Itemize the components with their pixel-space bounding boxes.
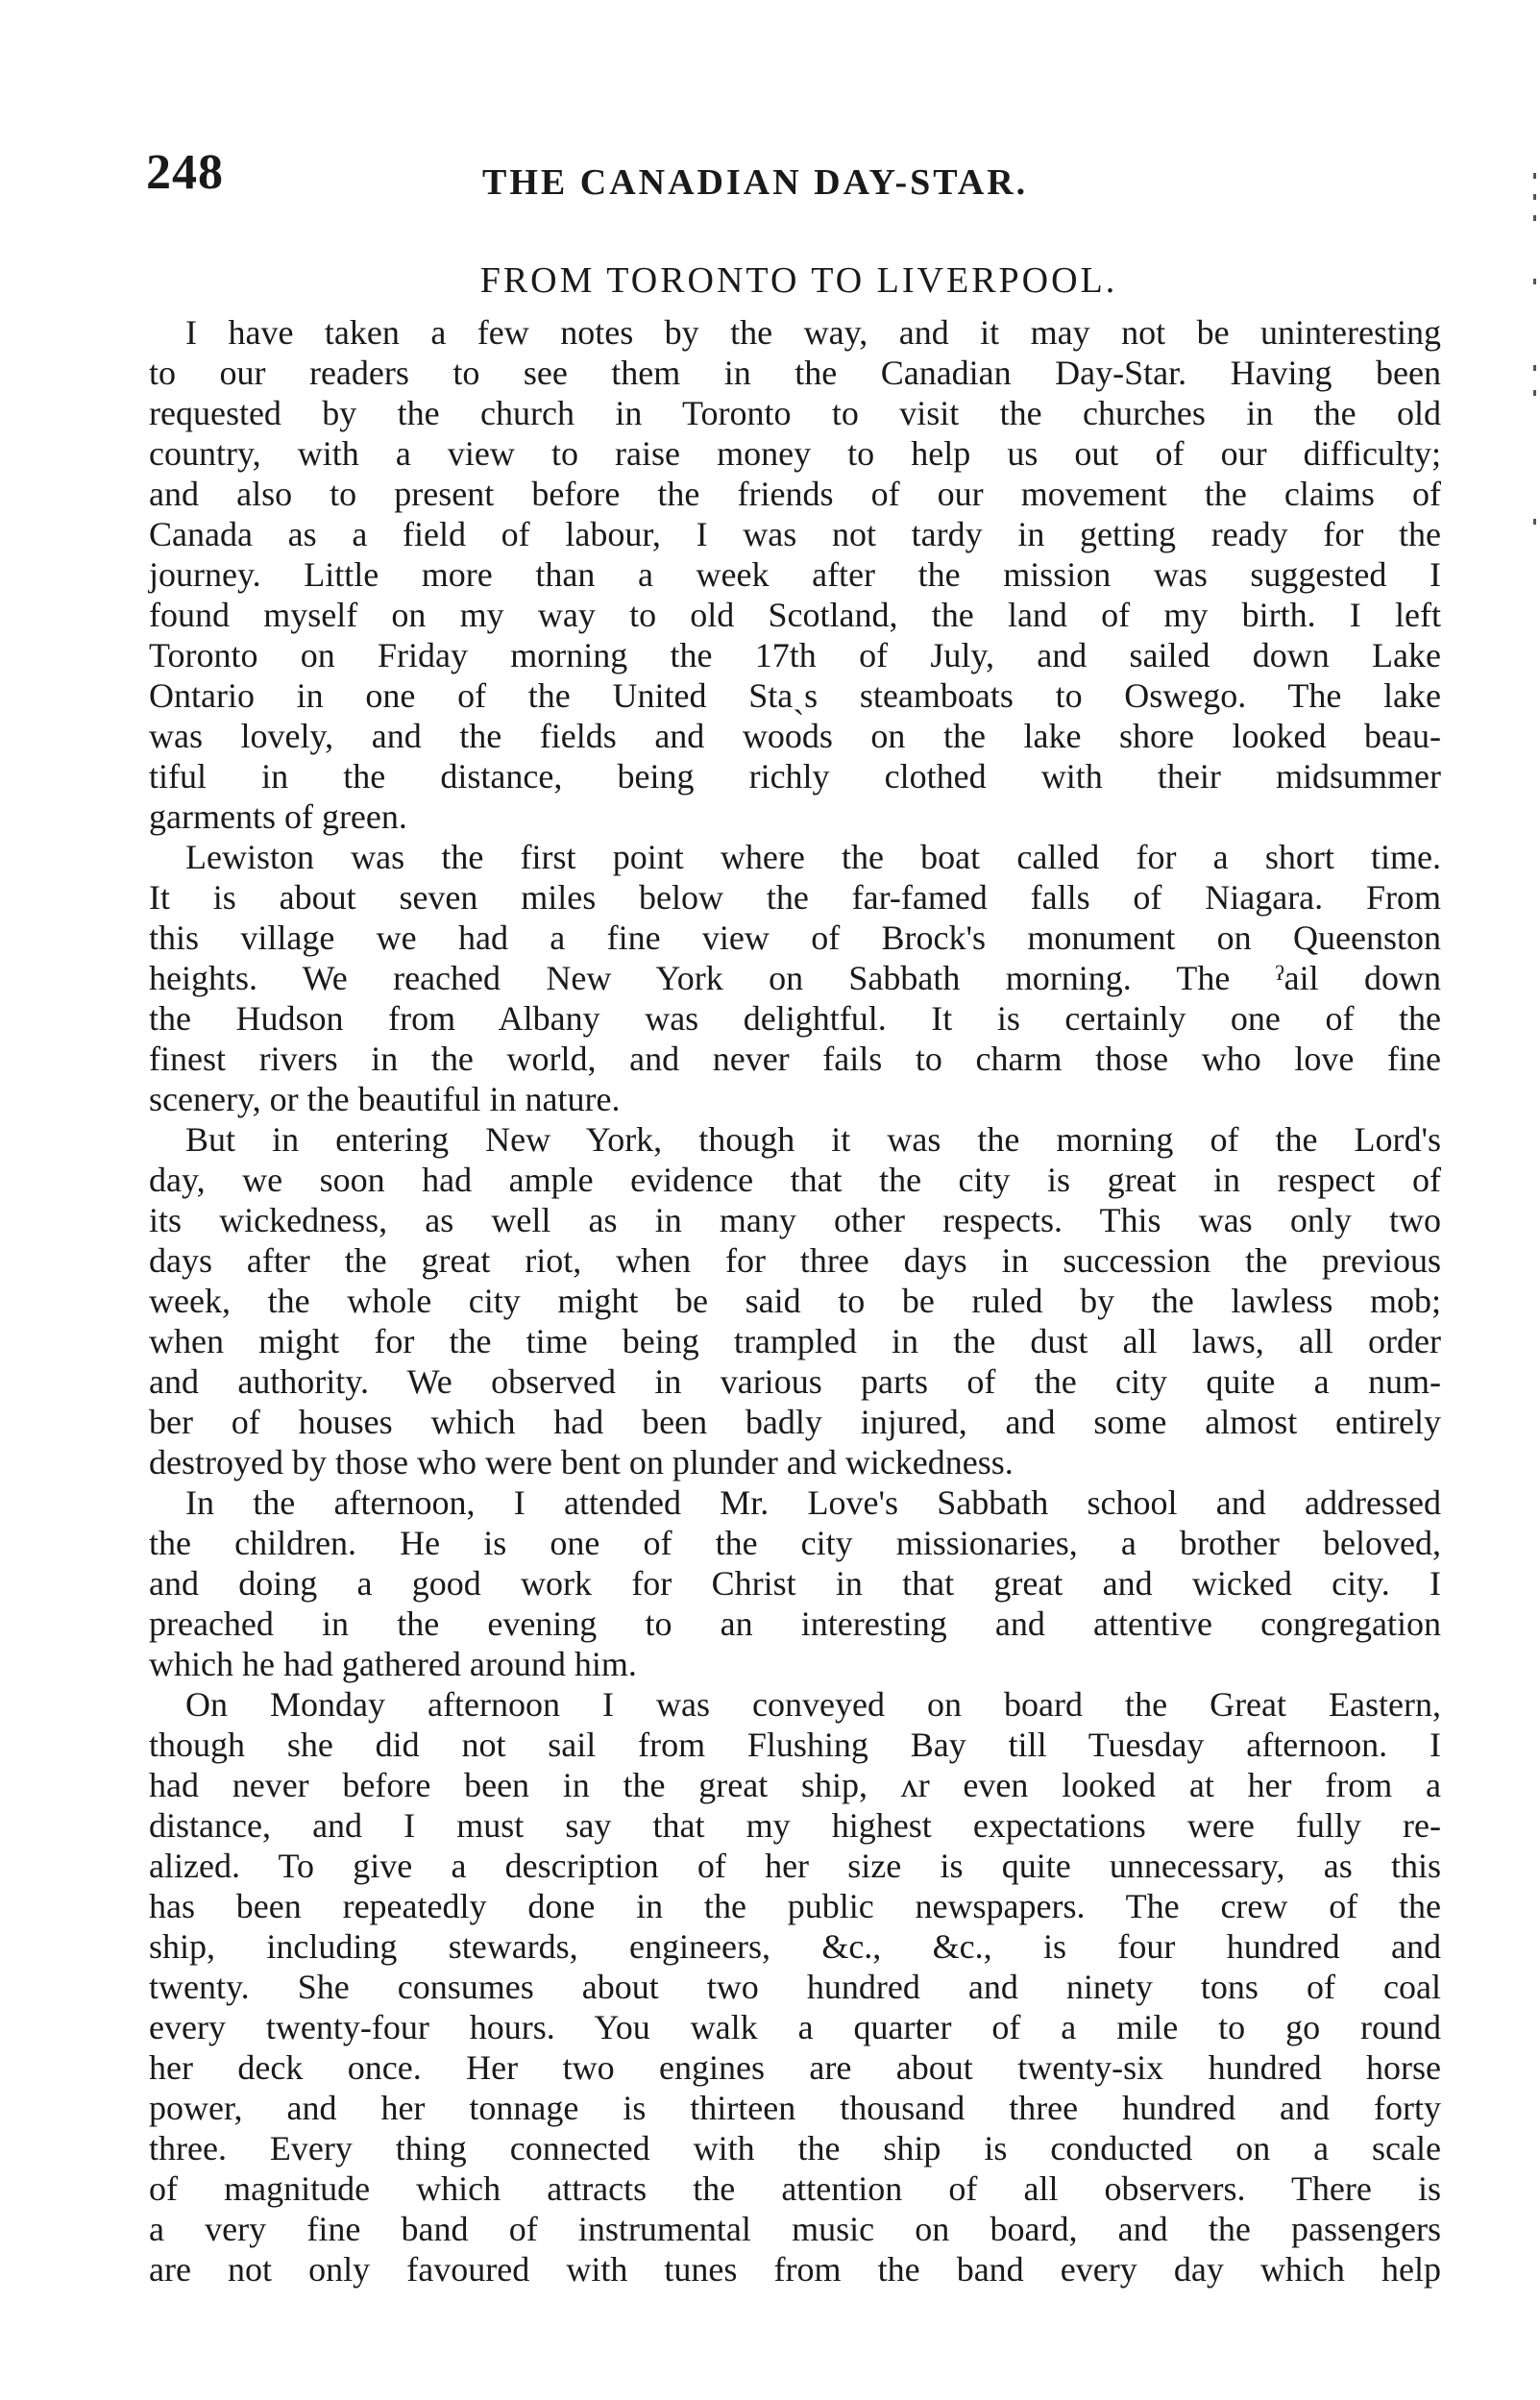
text-line: found myself on my way to old Scotland, the land of my birth. I left [149,596,1441,634]
margin-marks [1521,173,1540,538]
text-line: are not only favoured with tunes from the band every day which help [149,2250,1441,2289]
text-line: twenty. She consumes about two hundred and ninety tons of coal [149,1968,1441,2006]
text-line: which he had gathered around him. [149,1645,637,1683]
text-line: journey. Little more than a week after the mission was suggested I [149,555,1441,594]
text-line: country, with a view to raise money to help us out of our difficulty; [149,434,1441,473]
text-line: a very fine band of instrumental music on board, and the passengers [149,2210,1441,2248]
article-title: FROM TORONTO TO LIVERPOOL. [479,260,1118,301]
running-head [146,144,1443,211]
text-line: days after the great riot, when for three days in succession the previous [149,1241,1441,1280]
text-line: its wickedness, as well as in many other respects. This was only two [149,1201,1441,1239]
text-line: this village we had a fine view of Brock's monument on Queenston [149,918,1441,957]
text-line: tiful in the distance, being richly clothed with their midsummer [149,757,1441,796]
text-line: distance, and I must say that my highest expectations were fully re- [149,1806,1441,1845]
text-line: In the afternoon, I attended Mr. Love's Sabbath school and addressed [185,1483,1441,1522]
text-line: power, and her tonnage is thirteen thousand three hundred and forty [149,2089,1441,2127]
text-line: garments of green. [149,797,407,836]
text-line: heights. We reached New York on Sabbath morning. The ˀail down [149,959,1441,997]
text-line: Ontario in one of the United Staˎs steamboats to Oswego. The lake [149,676,1441,715]
text-line: and doing a good work for Christ in that great and wicked city. I [149,1564,1441,1603]
text-line: Lewiston was the first point where the boat called for a short time. [185,838,1441,876]
text-line: ship, including stewards, engineers, &c., &c., is four hundred and [149,1927,1441,1966]
text-line: though she did not sail from Flushing Bay till Tuesday afternoon. I [149,1726,1441,1764]
text-line: It is about seven miles below the far-famed falls of Niagara. From [149,878,1441,917]
text-line: I have taken a few notes by the way, and it may not be uninteresting [185,313,1441,352]
text-line: On Monday afternoon I was conveyed on board the Great Eastern, [185,1685,1441,1724]
text-line: three. Every thing connected with the ship is conducted on a scale [149,2129,1441,2167]
text-line: and authority. We observed in various parts of the city quite a num- [149,1362,1441,1401]
text-line: Canada as a field of labour, I was not tardy in getting ready for the [149,515,1441,553]
text-line: was lovely, and the fields and woods on the lake shore looked beau- [149,717,1441,755]
text-line: the Hudson from Albany was delightful. It is certainly one of the [149,999,1441,1038]
text-line: to our readers to see them in the Canadian Day-Star. Having been [149,354,1441,392]
text-line: alized. To give a description of her size is quite unnecessary, as this [149,1847,1441,1885]
text-line: requested by the church in Toronto to visit the churches in the old [149,394,1441,432]
text-line: week, the whole city might be said to be ruled by the lawless mob; [149,1282,1441,1320]
text-line: ber of houses which had been badly injured, and some almost entirely [149,1403,1441,1441]
text-line: But in entering New York, though it was the morning of the Lord's [185,1120,1441,1159]
text-line: has been repeatedly done in the public newspapers. The crew of the [149,1887,1441,1925]
text-line: destroyed by those who were bent on plunder and wickedness. [149,1443,1014,1482]
text-line: finest rivers in the world, and never fails to charm those who love fine [149,1040,1441,1078]
text-line: had never before been in the great ship, ʌr even looked at her from a [149,1766,1441,1804]
text-line: Toronto on Friday morning the 17th of July, and sailed down Lake [149,636,1441,674]
text-line: preached in the evening to an interesting and attentive congregation [149,1604,1441,1643]
journal-title: THE CANADIAN DAY-STAR. [482,162,1029,203]
text-line: every twenty-four hours. You walk a quarter of a mile to go round [149,2008,1441,2046]
text-line: the children. He is one of the city missionaries, a brother beloved, [149,1524,1441,1562]
text-line: of magnitude which attracts the attention of all observers. There is [149,2169,1441,2208]
text-line: her deck once. Her two engines are about twenty-six hundred horse [149,2048,1441,2087]
text-line: when might for the time being trampled in the dust all laws, all order [149,1322,1441,1360]
article-body [149,312,1441,2290]
text-line: and also to present before the friends of our movement the claims of [149,475,1441,513]
text-line: day, we soon had ample evidence that the city is great in respect of [149,1161,1441,1199]
page-number: 248 [146,145,224,200]
text-line: scenery, or the beautiful in nature. [149,1080,621,1118]
